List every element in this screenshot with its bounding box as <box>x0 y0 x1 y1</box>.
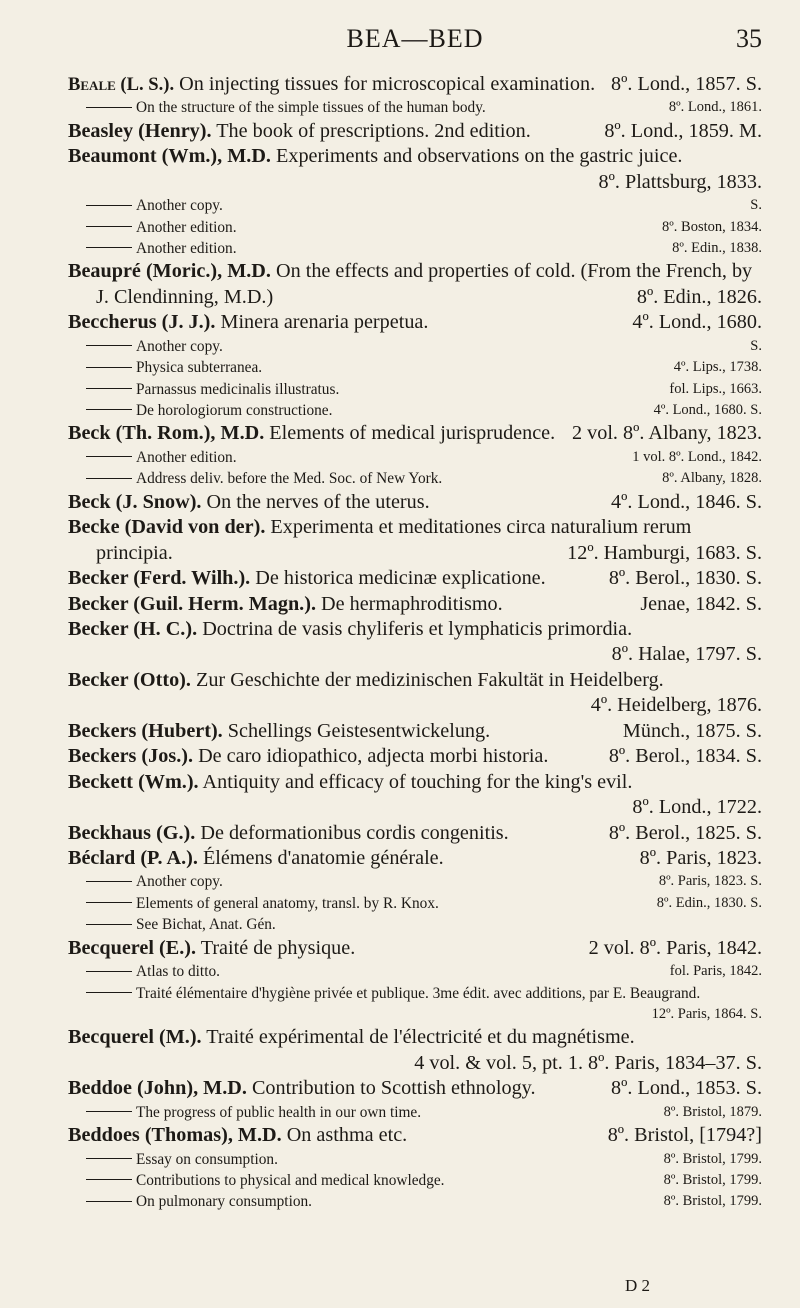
catalogue-entry <box>68 259 762 310</box>
catalogue-entry <box>68 421 762 446</box>
entry-imprint: 8º. Paris, 1823. <box>639 847 762 870</box>
entry-author: Beckhaus (G.). <box>68 821 196 844</box>
entry-author: Beck (Th. Rom.), M.D. <box>68 422 265 445</box>
entry-author: Beckers (Jos.). <box>68 745 194 768</box>
entry-imprint: 8º. Berol., 1834. S. <box>608 745 762 768</box>
ditto-dash <box>86 388 132 389</box>
catalogue-entry <box>68 617 762 668</box>
entry-imprint: 8º. Plattsburg, 1833. <box>598 170 762 193</box>
entry-title: Atlas to ditto. <box>136 963 220 981</box>
entry-imprint: 8º. Lond., 1857. S. <box>611 73 762 95</box>
entry-title: Contribution to Scottish ethnology. <box>251 1077 536 1100</box>
entry-imprint: 4º. Lips., 1738. <box>673 359 762 376</box>
ditto-dash <box>86 1201 132 1202</box>
ditto-dash <box>86 367 132 368</box>
entry-title: Schellings Geistesentwickelung. <box>227 719 491 742</box>
catalogue-entry <box>68 310 762 335</box>
entry-imprint: 2 vol. 8º. Paris, 1842. <box>588 936 762 959</box>
entry-title: Another edition. <box>136 448 237 466</box>
catalogue-entry <box>68 719 762 744</box>
entry-author: Becker (H. C.). <box>68 617 198 640</box>
catalogue-subentry <box>68 1191 762 1212</box>
entry-title: See Bichat, Anat. Gén. <box>136 916 276 934</box>
entry-author: Beckett (Wm.). <box>68 770 199 793</box>
ditto-dash <box>86 456 132 457</box>
catalogue-subentry <box>68 1102 762 1123</box>
catalogue-entry <box>68 1076 762 1101</box>
catalogue-entry <box>68 668 762 719</box>
entry-imprint: 8º. Bristol, 1799. <box>663 1172 762 1188</box>
ditto-dash <box>86 1179 132 1180</box>
catalogue-subentry <box>68 1170 762 1191</box>
signature-mark: D 2 <box>624 1276 650 1295</box>
catalogue-subentry <box>68 379 762 400</box>
entry-author: Becker (Otto). <box>68 668 191 691</box>
entry-title: Another copy. <box>136 337 223 355</box>
entry-title: Address deliv. before the Med. Soc. of New York. <box>136 470 443 488</box>
entry-imprint: 4 vol. & vol. 5, pt. 1. 8º. Paris, 1834–37. S. <box>414 1051 762 1074</box>
entry-imprint: 8º. Berol., 1825. S. <box>608 821 762 844</box>
catalogue-subentry <box>68 961 762 982</box>
catalogue-subentry <box>68 400 762 421</box>
entry-author: Beckers (Hubert). <box>68 719 223 742</box>
entry-title: Another copy. <box>136 873 223 891</box>
entry-author: Beasley (Henry). <box>68 119 212 142</box>
entry-title: Essay on consumption. <box>136 1150 278 1168</box>
catalogue-entry <box>68 1123 762 1148</box>
entry-author: Beddoe (John), M.D. <box>68 1077 247 1100</box>
catalogue-entry <box>68 119 762 144</box>
catalogue-entry <box>68 144 762 195</box>
entry-title: The book of prescriptions. 2nd edition. <box>216 119 531 142</box>
entry-imprint: 8º. Albany, 1828. <box>662 470 762 487</box>
entry-author: Beaupré (Moric.), M.D. <box>68 260 271 283</box>
entry-imprint: 8º. Edin., 1826. <box>636 285 762 308</box>
entry-imprint: 8º. Halae, 1797. S. <box>611 643 762 666</box>
entry-title: Another edition. <box>136 240 237 258</box>
entry-imprint: fol. Paris, 1842. <box>669 963 762 980</box>
entry-author: Beale (L. S.). <box>68 74 175 95</box>
catalogue-entry <box>68 770 762 821</box>
entry-title: Traité élémentaire d'hygiène privée et publique. 3me édit. avec additions, par E. Beaugrand. <box>136 984 701 1002</box>
entry-author: Beck (J. Snow). <box>68 490 202 513</box>
entry-author: Becquerel (M.). <box>68 1026 202 1049</box>
entry-imprint: 8º. Edin., 1838. <box>672 240 762 257</box>
running-head <box>68 0 762 72</box>
catalogue-subentry <box>68 238 762 259</box>
entry-title: Experimenta et meditationes circa naturalium rerum principia. <box>96 516 692 564</box>
entry-imprint: 4º. Lond., 1846. S. <box>611 490 762 513</box>
ditto-dash <box>86 226 132 227</box>
entry-author: Beaumont (Wm.), M.D. <box>68 145 271 168</box>
catalogue-subentry <box>68 1149 762 1170</box>
catalogue-subentry <box>68 97 762 118</box>
catalogue-entry <box>68 1025 762 1076</box>
entry-imprint: 8º. Bristol, 1799. <box>663 1150 762 1167</box>
entry-author: Becquerel (E.). <box>68 936 197 959</box>
entry-title: Doctrina de vasis chyliferis et lymphaticis primordia. <box>202 617 633 640</box>
catalogue-entry <box>68 72 762 97</box>
catalogue-entry <box>68 490 762 515</box>
entry-title: Élémens d'anatomie générale. <box>202 847 444 870</box>
catalogue-entry <box>68 821 762 846</box>
ditto-dash <box>86 1158 132 1159</box>
entry-title: On the nerves of the uterus. <box>206 490 430 513</box>
entry-title: Traité expérimental de l'électricité et du magnétisme. <box>206 1026 635 1049</box>
entry-title: Physica subterranea. <box>136 359 263 377</box>
catalogue-subentry <box>68 468 762 489</box>
ditto-dash <box>86 1111 132 1112</box>
entry-imprint: 4º. Lond., 1680. <box>632 311 762 334</box>
entry-title: Parnassus medicinalis illustratus. <box>136 380 340 398</box>
ditto-dash <box>86 881 132 882</box>
entry-imprint: 8º. Bristol, [1794?] <box>607 1124 762 1147</box>
ditto-dash <box>86 971 132 972</box>
entry-author: Béclard (P. A.). <box>68 847 198 870</box>
entry-title: On the effects and properties of cold. (From the French, by J. Clendinning, M.D.) <box>96 260 753 308</box>
catalogue-entry <box>68 592 762 617</box>
running-head-title: BEA—BED <box>346 24 484 53</box>
entry-title: Zur Geschichte der medizinischen Fakultät in Heidelberg. <box>196 668 664 691</box>
entry-title: The progress of public health in our own time. <box>136 1103 422 1121</box>
entry-list <box>68 72 762 1213</box>
entry-title: On asthma etc. <box>286 1124 408 1147</box>
entry-imprint: 1 vol. 8º. Lond., 1842. <box>632 448 762 465</box>
entry-imprint: 4º. Heidelberg, 1876. <box>590 694 762 717</box>
entry-imprint: S. <box>750 337 762 354</box>
ditto-dash <box>86 345 132 346</box>
catalogue-subentry <box>68 217 762 238</box>
entry-title: Elements of general anatomy, transl. by R. Knox. <box>136 894 439 912</box>
entry-imprint: 8º. Boston, 1834. <box>662 218 762 235</box>
catalogue-entry <box>68 936 762 961</box>
entry-title: De historica medicinæ explicatione. <box>255 567 546 590</box>
entry-imprint: 8º. Lond., 1853. S. <box>611 1077 762 1100</box>
catalogue-subentry <box>68 195 762 216</box>
entry-author: Becker (Guil. Herm. Magn.). <box>68 592 316 615</box>
entry-imprint: Münch., 1875. S. <box>622 719 762 742</box>
entry-imprint: 8º. Bristol, 1879. <box>663 1103 762 1120</box>
entry-imprint: 8º. Berol., 1830. S. <box>608 567 762 590</box>
entry-title: Another copy. <box>136 197 223 215</box>
entry-title: Another edition. <box>136 218 237 236</box>
entry-imprint: S. <box>750 197 762 214</box>
entry-title: Elements of medical jurisprudence. <box>269 422 556 445</box>
entry-title: On pulmonary consumption. <box>136 1193 313 1211</box>
catalogue-entry <box>68 515 762 566</box>
catalogue-entry <box>68 566 762 591</box>
catalogue-entry <box>68 846 762 871</box>
entry-imprint: 12º. Hamburgi, 1683. S. <box>567 541 762 564</box>
ditto-dash <box>86 992 132 993</box>
catalogue-entry <box>68 744 762 769</box>
entry-author: Becker (Ferd. Wilh.). <box>68 567 251 590</box>
entry-imprint: 8º. Lond., 1861. <box>668 99 762 116</box>
entry-title: On the structure of the simple tissues of the human body. <box>136 99 486 117</box>
entry-title: Minera arenaria perpetua. <box>220 311 429 334</box>
entry-title: Experiments and observations on the gastric juice. <box>276 145 683 168</box>
ditto-dash <box>86 247 132 248</box>
entry-imprint: 8º. Edin., 1830. S. <box>656 894 762 911</box>
entry-title: De deformationibus cordis congenitis. <box>200 821 509 844</box>
catalogue-subentry <box>68 983 762 1026</box>
entry-author: Becke (David von der). <box>68 516 266 539</box>
ditto-dash <box>86 205 132 206</box>
entry-imprint: 8º. Paris, 1823. S. <box>658 873 762 890</box>
catalogue-subentry <box>68 336 762 357</box>
entry-title: De caro idiopathico, adjecta morbi historia. <box>198 745 549 768</box>
catalogue-subentry <box>68 893 762 914</box>
ditto-dash <box>86 902 132 903</box>
entry-imprint: Jenae, 1842. S. <box>640 592 762 615</box>
page-number: 35 <box>736 24 762 53</box>
entry-author: Beddoes (Thomas), M.D. <box>68 1124 282 1147</box>
catalogue-subentry <box>68 871 762 892</box>
ditto-dash <box>86 924 132 925</box>
entry-imprint: 4º. Lond., 1680. S. <box>653 402 762 419</box>
entry-imprint: 2 vol. 8º. Albany, 1823. <box>572 422 762 445</box>
entry-author: Beccherus (J. J.). <box>68 311 216 334</box>
entry-imprint: fol. Lips., 1663. <box>669 380 762 397</box>
entry-title: Contributions to physical and medical knowledge. <box>136 1172 445 1189</box>
entry-imprint: 12º. Paris, 1864. S. <box>651 1005 762 1022</box>
catalogue-subentry <box>68 914 762 935</box>
entry-imprint: 8º. Lond., 1722. <box>632 796 762 819</box>
entry-title: Traité de physique. <box>200 936 356 959</box>
catalogue-subentry <box>68 357 762 378</box>
entry-title: Antiquity and efficacy of touching for the king's evil. <box>202 770 633 793</box>
entry-imprint: 8º. Bristol, 1799. <box>663 1193 762 1210</box>
catalogue-subentry <box>68 447 762 468</box>
ditto-dash <box>86 409 132 410</box>
entry-imprint: 8º. Lond., 1859. M. <box>604 119 762 142</box>
entry-title: De hermaphroditismo. <box>321 592 503 615</box>
ditto-dash <box>86 107 132 108</box>
entry-title: On injecting tissues for microscopical examination. <box>179 73 596 95</box>
entry-title: De horologiorum constructione. <box>136 402 333 420</box>
ditto-dash <box>86 478 132 479</box>
